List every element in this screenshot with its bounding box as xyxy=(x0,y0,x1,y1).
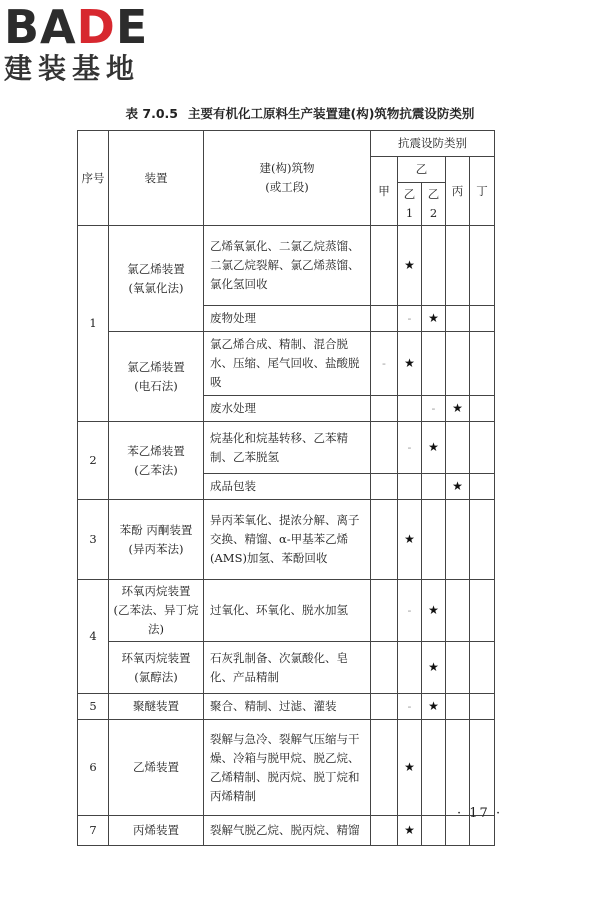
logo-text-d: D xyxy=(76,0,116,54)
category-cell-ding xyxy=(470,642,495,694)
device-name: 丙烯装置 xyxy=(133,823,179,837)
device-name: 环氧丙烷装置 xyxy=(121,650,191,665)
device-method: (异丙苯法) xyxy=(128,541,184,556)
star-mark: ★ xyxy=(428,311,439,325)
device-name: 苯乙烯装置 xyxy=(127,443,185,458)
category-cell-ding xyxy=(470,396,495,422)
category-cell-bing xyxy=(446,306,470,332)
building-cell: 聚合、精制、过滤、灌装 xyxy=(204,694,371,720)
logo-subtitle: 建装基地 xyxy=(4,52,141,85)
category-cell-ding xyxy=(470,720,495,816)
header-ding: 丁 xyxy=(470,157,495,226)
category-cell-ding xyxy=(470,332,495,396)
dash-mark: - xyxy=(407,311,412,325)
table-body xyxy=(78,226,495,846)
header-jia: 甲 xyxy=(371,157,398,226)
table-row xyxy=(78,332,495,396)
building-cell: 石灰乳制备、次氯酸化、皂化、产品精制 xyxy=(204,642,371,694)
star-mark: ★ xyxy=(428,603,439,617)
category-cell-jia xyxy=(371,422,398,474)
seq-cell: 7 xyxy=(78,816,109,846)
category-cell-yi2 xyxy=(422,474,446,500)
building-cell: 氯乙烯合成、精制、混合脱水、压缩、尾气回收、盐酸脱吸 xyxy=(204,332,371,396)
table-row xyxy=(78,500,495,580)
seismic-category-table xyxy=(77,130,495,846)
device-cell xyxy=(109,500,204,580)
category-cell-jia xyxy=(371,580,398,642)
dash-mark: - xyxy=(407,603,412,617)
category-cell-jia xyxy=(371,642,398,694)
category-cell-yi1 xyxy=(398,642,422,694)
category-cell-yi1 xyxy=(398,226,422,306)
star-mark: ★ xyxy=(428,660,439,674)
category-cell-jia xyxy=(371,332,398,396)
category-cell-ding xyxy=(470,474,495,500)
header-yi2: 乙 2 xyxy=(422,183,446,226)
star-mark: ★ xyxy=(404,823,415,837)
building-cell: 废水处理 xyxy=(204,396,371,422)
star-mark: ★ xyxy=(404,760,415,774)
bade-logo xyxy=(4,0,179,86)
category-cell-jia xyxy=(371,306,398,332)
category-cell-jia xyxy=(371,226,398,306)
header-building-line2: (或工段) xyxy=(265,180,309,194)
category-cell-yi2 xyxy=(422,226,446,306)
category-cell-jia xyxy=(371,396,398,422)
category-cell-yi2 xyxy=(422,422,446,474)
device-cell xyxy=(109,720,204,816)
seq-cell: 4 xyxy=(78,580,109,694)
category-cell-bing xyxy=(446,474,470,500)
header-device: 装置 xyxy=(109,131,204,226)
star-mark: ★ xyxy=(428,699,439,713)
table-row xyxy=(78,226,495,306)
device-cell xyxy=(109,694,204,720)
table-row xyxy=(78,694,495,720)
category-cell-yi1 xyxy=(398,306,422,332)
table-row xyxy=(78,816,495,846)
seq-cell: 3 xyxy=(78,500,109,580)
device-method: (电石法) xyxy=(134,378,178,393)
header-building-line1: 建(构)筑物 xyxy=(259,161,315,175)
category-cell-bing xyxy=(446,694,470,720)
category-cell-ding xyxy=(470,694,495,720)
device-cell xyxy=(109,226,204,332)
header-category: 抗震设防类别 xyxy=(371,131,495,157)
device-method: (乙苯法) xyxy=(134,462,178,477)
device-cell xyxy=(109,816,204,846)
device-name: 环氧丙烷装置 xyxy=(121,584,191,598)
category-cell-yi2 xyxy=(422,332,446,396)
seq-cell: 2 xyxy=(78,422,109,500)
category-cell-bing xyxy=(446,396,470,422)
category-cell-yi2 xyxy=(422,306,446,332)
dash-mark: - xyxy=(431,401,436,415)
seq-cell: 6 xyxy=(78,720,109,816)
category-cell-bing xyxy=(446,226,470,306)
category-cell-bing xyxy=(446,642,470,694)
category-cell-jia xyxy=(371,720,398,816)
building-cell: 裂解气脱乙烷、脱丙烷、精馏 xyxy=(204,816,371,846)
table-number: 表 7.0.5 xyxy=(125,106,178,121)
device-name: 苯酚 丙酮装置 xyxy=(119,522,193,537)
category-cell-bing xyxy=(446,500,470,580)
category-cell-yi1 xyxy=(398,580,422,642)
table-header xyxy=(78,131,495,226)
device-cell xyxy=(109,580,204,642)
logo-text-e: E xyxy=(115,0,149,54)
category-cell-yi1 xyxy=(398,720,422,816)
star-mark: ★ xyxy=(404,532,415,546)
star-mark: ★ xyxy=(452,401,463,415)
building-cell: 过氧化、环氧化、脱水加氢 xyxy=(204,580,371,642)
building-cell: 裂解与急冷、裂解气压缩与干燥、冷箱与脱甲烷、脱乙烷、乙烯精制、脱丙烷、脱丁烷和丙烯精制 xyxy=(204,720,371,816)
category-cell-ding xyxy=(470,580,495,642)
table-title xyxy=(0,104,600,122)
building-cell: 乙烯氧氯化、二氯乙烷蒸馏、二氯乙烷裂解、氯乙烯蒸馏、氯化氢回收 xyxy=(204,226,371,306)
category-cell-jia xyxy=(371,500,398,580)
category-cell-bing xyxy=(446,580,470,642)
category-cell-yi2 xyxy=(422,642,446,694)
category-cell-jia xyxy=(371,816,398,846)
category-cell-bing xyxy=(446,720,470,816)
device-cell xyxy=(109,422,204,500)
logo-wordmark xyxy=(4,0,179,54)
logo-text-ba: BA xyxy=(4,0,77,54)
device-method: (氯醇法) xyxy=(134,669,178,684)
device-name: 氯乙烯装置 xyxy=(127,359,185,374)
building-cell: 成品包装 xyxy=(204,474,371,500)
category-cell-yi1 xyxy=(398,332,422,396)
category-cell-yi2 xyxy=(422,580,446,642)
star-mark: ★ xyxy=(404,258,415,272)
category-cell-yi1 xyxy=(398,474,422,500)
header-yi: 乙 xyxy=(398,157,446,183)
category-cell-yi1 xyxy=(398,500,422,580)
dash-mark: - xyxy=(407,699,412,713)
table-row xyxy=(78,422,495,474)
category-cell-yi2 xyxy=(422,816,446,846)
category-cell-yi2 xyxy=(422,720,446,816)
table-row xyxy=(78,580,495,642)
device-method: (氧氯化法) xyxy=(128,280,184,295)
page-number: · 17 · xyxy=(457,806,503,821)
header-yi1: 乙 1 xyxy=(398,183,422,226)
seq-cell: 1 xyxy=(78,226,109,422)
category-cell-jia xyxy=(371,694,398,720)
header-bing: 丙 xyxy=(446,157,470,226)
category-cell-yi2 xyxy=(422,396,446,422)
category-cell-bing xyxy=(446,332,470,396)
star-mark: ★ xyxy=(404,356,415,370)
device-name: 聚醚装置 xyxy=(133,699,179,713)
category-cell-ding xyxy=(470,500,495,580)
category-cell-bing xyxy=(446,422,470,474)
device-name: 氯乙烯装置 xyxy=(127,261,185,276)
header-seq: 序号 xyxy=(78,131,109,226)
building-cell: 废物处理 xyxy=(204,306,371,332)
building-cell: 异丙苯氧化、提浓分解、离子交换、精馏、α-甲基苯乙烯(AMS)加氢、苯酚回收 xyxy=(204,500,371,580)
category-cell-yi1 xyxy=(398,816,422,846)
seq-cell: 5 xyxy=(78,694,109,720)
category-cell-yi1 xyxy=(398,422,422,474)
star-mark: ★ xyxy=(452,479,463,493)
dash-mark: - xyxy=(407,440,412,454)
building-cell: 烷基化和烷基转移、乙苯精制、乙苯脱氢 xyxy=(204,422,371,474)
category-cell-yi2 xyxy=(422,694,446,720)
category-cell-ding xyxy=(470,306,495,332)
table-row xyxy=(78,642,495,694)
table-row xyxy=(78,720,495,816)
category-cell-jia xyxy=(371,474,398,500)
device-method: (乙苯法、异丁烷法) xyxy=(113,603,199,636)
category-cell-yi1 xyxy=(398,694,422,720)
device-cell xyxy=(109,332,204,422)
device-name: 乙烯装置 xyxy=(133,760,179,774)
star-mark: ★ xyxy=(428,440,439,454)
category-cell-yi2 xyxy=(422,500,446,580)
category-cell-yi1 xyxy=(398,396,422,422)
device-cell xyxy=(109,642,204,694)
category-cell-ding xyxy=(470,226,495,306)
table-caption: 主要有机化工原料生产装置建(构)筑物抗震设防类别 xyxy=(188,106,475,121)
header-building xyxy=(204,131,371,226)
category-cell-ding xyxy=(470,422,495,474)
dash-mark: - xyxy=(382,356,386,370)
